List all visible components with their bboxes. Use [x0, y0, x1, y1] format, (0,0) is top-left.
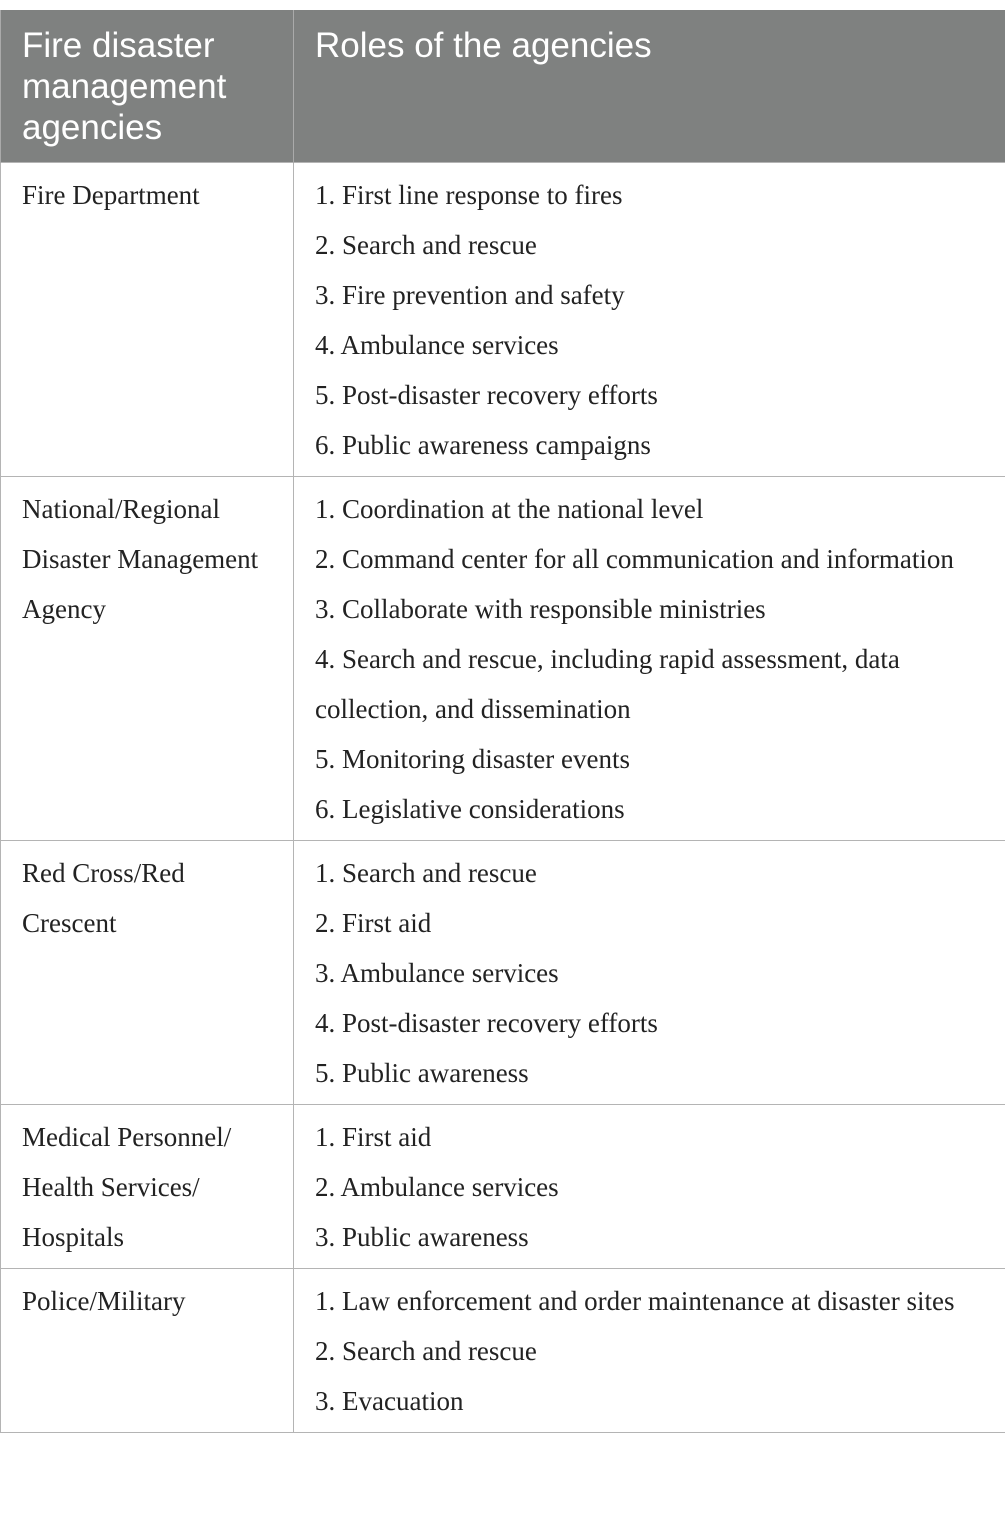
list-item: 3. Evacuation: [315, 1386, 464, 1416]
roles-cell: [294, 1105, 1005, 1269]
list-item: 3. Fire prevention and safety: [315, 280, 625, 310]
list-item: 1. Search and rescue: [315, 858, 537, 888]
list-item: 4. Search and rescue, including rapid assessment, data collection, and dissemination: [315, 644, 900, 724]
agency-roles-table: [0, 10, 1005, 1433]
role-list: [315, 848, 965, 1098]
list-item: 2. Ambulance services: [315, 1172, 559, 1202]
roles-cell: [294, 477, 1005, 841]
list-item: 1. Law enforcement and order maintenance at disaster sites: [315, 1286, 955, 1316]
agency-name: National/Regional Disaster Management Agency: [22, 494, 259, 624]
role-list: [315, 170, 965, 470]
list-item: 1. First aid: [315, 1122, 432, 1152]
role-list: [315, 484, 965, 834]
table-row: [1, 1269, 1005, 1433]
list-item: 4. Post-disaster recovery efforts: [315, 1008, 658, 1038]
agency-cell: [1, 163, 294, 477]
roles-cell: [294, 1269, 1005, 1433]
agency-name: Red Cross/Red Crescent: [22, 858, 185, 938]
list-item: 6. Legislative considerations: [315, 794, 625, 824]
list-item: 5. Public awareness: [315, 1058, 529, 1088]
list-item: 5. Post-disaster recovery efforts: [315, 380, 658, 410]
role-list: [315, 1112, 965, 1262]
list-item: 2. Command center for all communication and information: [315, 544, 954, 574]
list-item: 5. Monitoring disaster events: [315, 744, 630, 774]
list-item: 1. First line response to fires: [315, 180, 623, 210]
list-item: 4. Ambulance services: [315, 330, 559, 360]
roles-cell: [294, 163, 1005, 477]
list-item: 6. Public awareness campaigns: [315, 430, 651, 460]
list-item: 2. Search and rescue: [315, 1336, 537, 1366]
table-row: [1, 477, 1005, 841]
table-row: [1, 841, 1005, 1105]
table-body: [1, 163, 1005, 1433]
agency-name: Police/Military: [22, 1286, 186, 1316]
agency-cell: [1, 1105, 294, 1269]
agency-cell: [1, 1269, 294, 1433]
list-item: 3. Collaborate with responsible ministries: [315, 594, 766, 624]
list-item: 3. Public awareness: [315, 1222, 529, 1252]
roles-cell: [294, 841, 1005, 1105]
agency-cell: [1, 841, 294, 1105]
agency-name: Medical Personnel/ Health Services/ Hospitals: [22, 1122, 232, 1252]
role-list: [315, 1276, 965, 1426]
header-roles: Roles of the agencies: [294, 10, 1005, 163]
list-item: 2. First aid: [315, 908, 432, 938]
table-row: [1, 163, 1005, 477]
table-row: [1, 1105, 1005, 1269]
agency-name: Fire Department: [22, 180, 200, 210]
header-agency: Fire disaster management agencies: [1, 10, 294, 163]
list-item: 3. Ambulance services: [315, 958, 559, 988]
agency-cell: [1, 477, 294, 841]
header-row: [1, 10, 1005, 163]
table-header: [1, 10, 1005, 163]
list-item: 1. Coordination at the national level: [315, 494, 704, 524]
list-item: 2. Search and rescue: [315, 230, 537, 260]
